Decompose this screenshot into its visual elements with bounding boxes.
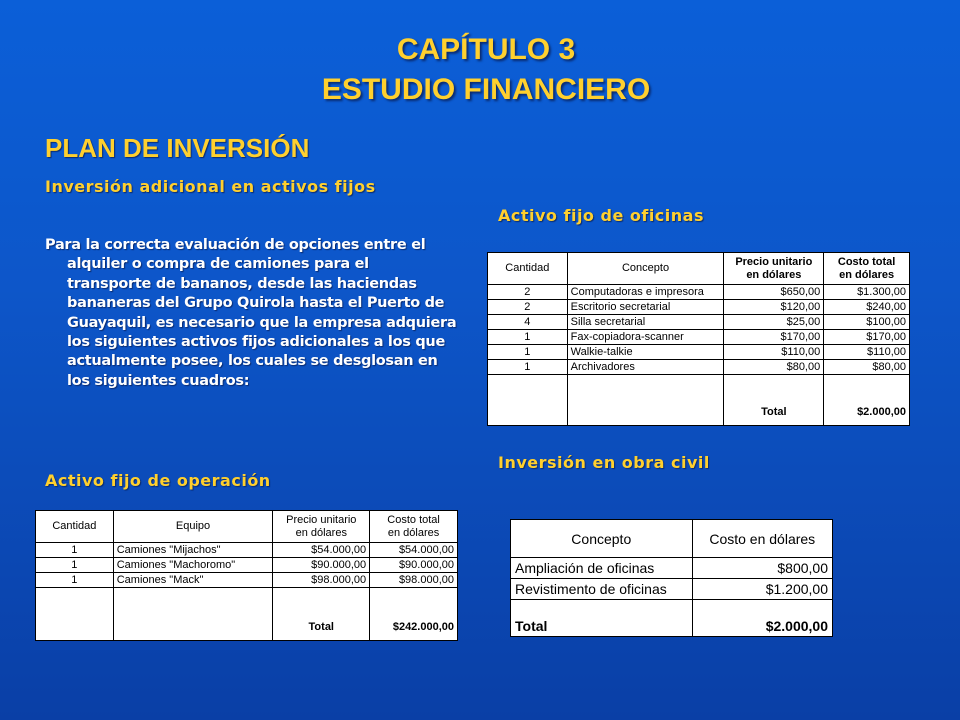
body-paragraph: Para la correcta evaluación de opciones entre el alquiler o compra de camiones para el transporte de bananos, desde las haciendas bananeras del Grupo Quirola hasta el Puerto de Guayaquil, es necesario que la empresa adquiera los siguientes activos fijos adicionales a los que actualmente posee, los cuales se desglosan en los siguientes cuadros: (45, 237, 457, 389)
table-row: 1 Fax-copiadora-scanner $170,00 $170,00 (488, 330, 910, 345)
header-cell: Equipo (113, 511, 273, 543)
table-row: 1 Camiones "Machoromo" $90.000,00 $90.000,00 (36, 558, 458, 573)
total-value: $2.000,00 (824, 399, 910, 426)
table-row: 1 Camiones "Mijachos" $54.000,00 $54.000,00 (36, 543, 458, 558)
header-cell: Costo total en dólares (824, 253, 910, 285)
oficinas-table (487, 252, 910, 426)
obra-civil-heading: Inversión en obra civil (498, 453, 710, 472)
total-row (488, 399, 910, 426)
section-heading: PLAN DE INVERSIÓN (45, 133, 310, 163)
oficinas-heading: Activo fijo de oficinas (498, 206, 704, 225)
header-cell: Costo total en dólares (370, 511, 458, 543)
table-header-row (511, 520, 833, 558)
total-value: $242.000,00 (370, 614, 458, 641)
table-row: Ampliación de oficinas $800,00 (511, 558, 833, 579)
header-cell: Concepto (567, 253, 724, 285)
header-cell: Concepto (511, 520, 693, 558)
header-cell: Precio unitario en dólares (724, 253, 824, 285)
header-cell: Cantidad (36, 511, 114, 543)
total-label: Total (273, 614, 370, 641)
table-row: Revistimento de oficinas $1.200,00 (511, 579, 833, 600)
header-cell: Costo en dólares (692, 520, 832, 558)
table-row: 1 Walkie-talkie $110,00 $110,00 (488, 345, 910, 360)
table-row (36, 588, 458, 615)
table-row: 2 Computadoras e impresora $650,00 $1.300,00 (488, 285, 910, 300)
table-row: 1 Archivadores $80,00 $80,00 (488, 360, 910, 375)
table-header-row (36, 511, 458, 543)
operacion-heading: Activo fijo de operación (45, 471, 271, 490)
total-row (511, 600, 833, 637)
table-row: 1 Camiones "Mack" $98.000,00 $98.000,00 (36, 573, 458, 588)
total-label: Total (724, 399, 824, 426)
chapter-subtitle: ESTUDIO FINANCIERO (321, 73, 651, 106)
subsection-heading: Inversión adicional en activos fijos (45, 177, 376, 196)
table-row (488, 375, 910, 400)
total-label: Total (511, 600, 693, 637)
table-header-row (488, 253, 910, 285)
operacion-table (35, 510, 458, 641)
header-cell: Precio unitario en dólares (273, 511, 370, 543)
table-row: 2 Escritorio secretarial $120,00 $240,00 (488, 300, 910, 315)
total-value: $2.000,00 (692, 600, 832, 637)
header-cell: Cantidad (488, 253, 568, 285)
table-row: 4 Silla secretarial $25,00 $100,00 (488, 315, 910, 330)
total-row (36, 614, 458, 641)
obra-civil-table (510, 519, 833, 637)
chapter-title: CAPÍTULO 3 (396, 33, 576, 66)
